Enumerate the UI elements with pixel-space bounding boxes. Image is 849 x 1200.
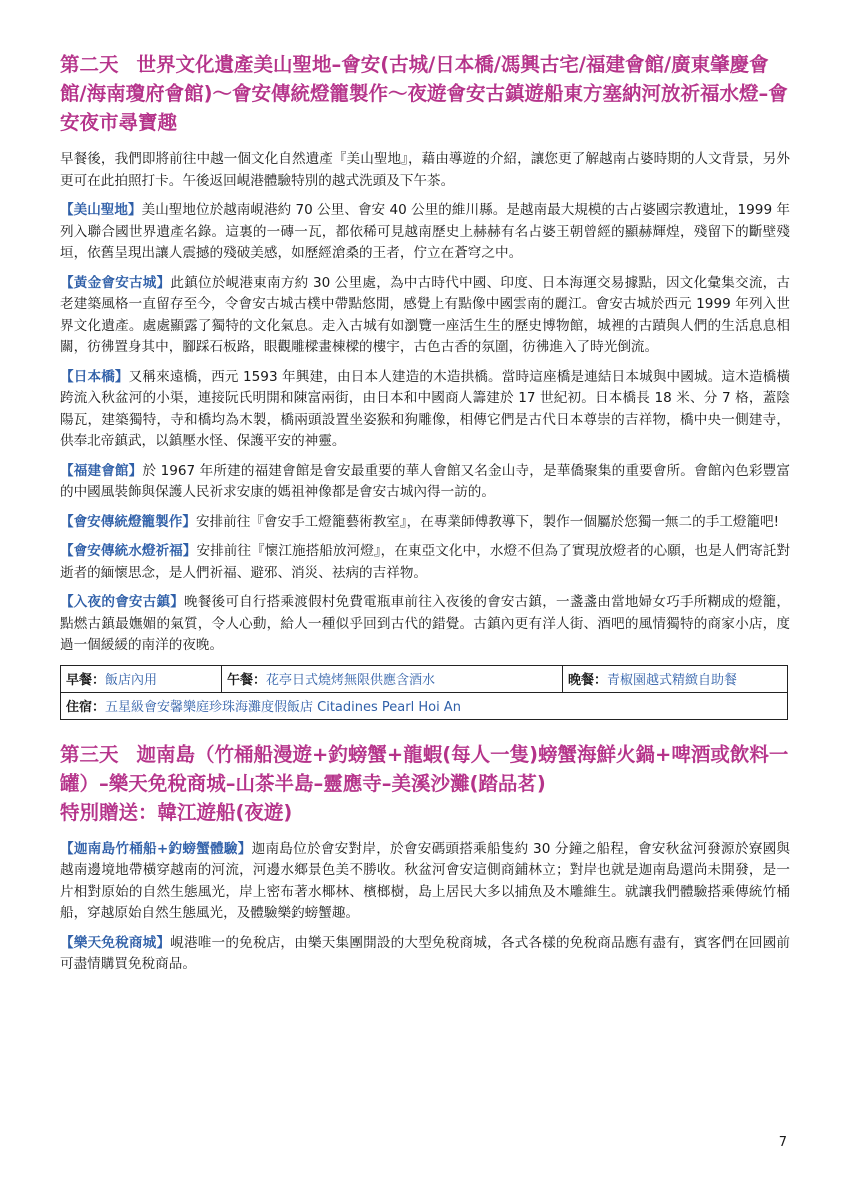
section-text: 於 1967 年所建的福建會館是會安最重要的華人會館又名金山寺，是華僑聚集的重要會所。會館內色彩豐富的中國風裝飾與保護人民祈求安康的媽祖神像都是會安古城內得一訪的。 <box>60 462 791 500</box>
section-tag: 【迦南島竹桶船+釣螃蟹體驗】 <box>60 840 252 857</box>
day2-label: 第二天 <box>60 53 119 76</box>
section-lantern-making <box>60 512 790 534</box>
section-cam-thanh <box>60 839 790 925</box>
lunch-label: 午餐： <box>227 673 267 688</box>
section-tag: 【會安傳統燈籠製作】 <box>60 513 196 530</box>
section-tag: 【黃金會安古城】 <box>60 274 171 291</box>
day3-title <box>60 740 790 827</box>
breakfast-value: 飯店內用 <box>105 673 158 688</box>
stay-label: 住宿： <box>66 700 106 715</box>
dinner-label: 晚餐： <box>568 673 608 688</box>
section-text: 晚餐後可自行搭乘渡假村免費電瓶車前往入夜後的會安古鎮，一盞盞由當地婦女巧手所糊成的燈籠，點燃古鎮最嫵媚的氣質，令人心動，給人一種似乎回到古代的錯覺。古鎮內更有洋人街、酒吧的風情獨特的商家小店，度過一個緩緩的南洋的夜晚。 <box>60 594 791 653</box>
section-text: 此鎮位於峴港東南方約 30 公里處，為中古時代中國、印度、日本海運交易據點，因文化彙集交流，古老建築風格一直留存至今，令會安古城古樸中帶點悠閒，感覺上有點像中國雲南的麗江。會安古城於西元 1999 年列入世界文化遺產。處處顯露了獨特的文化氣息。走入古城有如瀏覽一座活生生的歷史博物館，城裡的古蹟與人們的生活息息相關，彷彿置身其中，腳踩石板路，眼觀雕樑畫棟樑的樓宇，古色古香的氛圍，彷彿進入了時光倒流。 <box>60 274 791 355</box>
section-hoi-an-ancient-town <box>60 273 790 359</box>
section-text: 安排前往『會安手工燈籠藝術教室』，在專業師傅教導下，製作一個屬於您獨一無二的手工燈籠吧! <box>195 513 780 530</box>
dinner-value: 青椒園越式精緻自助餐 <box>607 673 738 688</box>
lunch-value: 花亭日式燒烤無限供應含酒水 <box>266 673 436 688</box>
stay-value: 五星級會安馨樂庭珍珠海灘度假飯店 Citadines Pearl Hoi An <box>105 700 461 715</box>
stay-cell <box>61 692 788 719</box>
breakfast-cell <box>61 665 222 692</box>
section-tag: 【會安傳統水燈祈福】 <box>60 543 197 559</box>
meal-row <box>61 665 788 692</box>
section-text: 又稱來遠橋，西元 1593 年興建，由日本人建造的木造拱橋。當時這座橋是連結日本城與中國城。這木造橋橫跨流入秋盆河的小渠，連接阮氏明開和陳富兩街，由日本和中國商人籌建於 17 世紀初。日本橋長 18 米、分 7 格，蓋陰陽瓦，建築獨特，寺和橋均為木製，橋兩頭設置坐姿猴和狗雕像，相傳它們是古代日本尊崇的吉祥物，橋中央一側建寺，供奉北帝鎮武，以鎮壓水怪、保護平安的神靈。 <box>60 368 791 449</box>
section-tag: 【樂天免稅商城】 <box>60 934 171 951</box>
section-text: 峴港唯一的免稅店，由樂天集團開設的大型免稅商城，各式各樣的免稅商品應有盡有，賓客們在回國前可盡情購買免稅商品。 <box>60 934 790 972</box>
itinerary-page <box>60 50 790 984</box>
section-tag: 【入夜的會安古鎮】 <box>60 594 184 610</box>
day3-bonus: 特別贈送：韓江遊船(夜遊) <box>60 800 293 824</box>
section-lotte-duty-free <box>60 933 790 976</box>
section-text: 美山聖地位於越南峴港約 70 公里、會安 40 公里的維川縣。是越南最大規模的古占婆國宗教遺址，1999 年列入聯合國世界遺產名錄。這裏的一磚一瓦，都依稀可見越南歷史上赫赫有名占婆王朝曾經的顯赫輝煌，殘留下的斷壁殘垣，依舊呈現出讓人震撼的殘破美感，如歷經滄桑的王者，佇立在蒼穹之中。 <box>60 202 791 261</box>
section-japanese-bridge <box>60 367 790 453</box>
day3-label: 第三天 <box>60 742 119 766</box>
section-night-town <box>60 592 790 657</box>
day2-title <box>60 50 790 137</box>
section-tag: 【日本橋】 <box>60 368 129 385</box>
page-number: 7 <box>778 1135 787 1150</box>
lunch-cell <box>222 665 563 692</box>
dinner-cell <box>563 665 788 692</box>
day3-title-text: 迦南島（竹桶船漫遊+釣螃蟹+龍蝦(每人一隻)螃蟹海鮮火鍋+啤酒或飲料一罐）–樂天免稅商城–山茶半島–靈應寺–美溪沙灘(踏品茗) <box>60 742 789 795</box>
section-tag: 【福建會館】 <box>60 462 143 479</box>
section-text: 安排前往『懷江施搭船放河燈』，在東亞文化中，水燈不但為了實現放燈者的心願，也是人們寄託對逝者的緬懷思念，是人們祈福、避邪、消災、祛病的吉祥物。 <box>60 543 790 581</box>
breakfast-label: 早餐： <box>66 673 106 688</box>
section-my-son <box>60 200 790 265</box>
section-text: 迦南島位於會安對岸，於會安碼頭搭乘船隻約 30 分鐘之船程，會安秋盆河發源於寮國與越南邊境地帶橫穿越南的河流，河邊水鄉景色美不勝收。秋盆河會安這側商鋪林立；對岸也就是迦南島還尚未開發，是一片相對原始的自然生態風光，岸上密布著水椰林、檳榔樹，島上居民大多以捕魚及木雕維生。就讓我們體驗搭乘傳統竹桶船，穿越原始自然生態風光，及體驗樂釣螃蟹趣。 <box>60 840 791 921</box>
stay-row <box>61 692 788 719</box>
day2-title-text: 世界文化遺產美山聖地–會安(古城/日本橋/馮興古宅/福建會館/廣東肇慶會館/海南瓊府會館)～會安傳統燈籠製作～夜遊會安古鎮遊船東方塞納河放祈福水燈–會安夜市尋寶趣 <box>60 53 788 134</box>
section-tag: 【美山聖地】 <box>60 202 142 218</box>
section-water-lantern <box>60 541 790 584</box>
section-fujian-hall <box>60 461 790 504</box>
meal-table <box>60 665 788 720</box>
day2-intro: 早餐後，我們即將前往中越一個文化自然遺產『美山聖地』，藉由導遊的介紹，讓您更了解越南占婆時期的人文背景，另外更可在此拍照打卡。午後返回峴港體驗特別的越式洗頭及下午茶。 <box>60 151 790 189</box>
